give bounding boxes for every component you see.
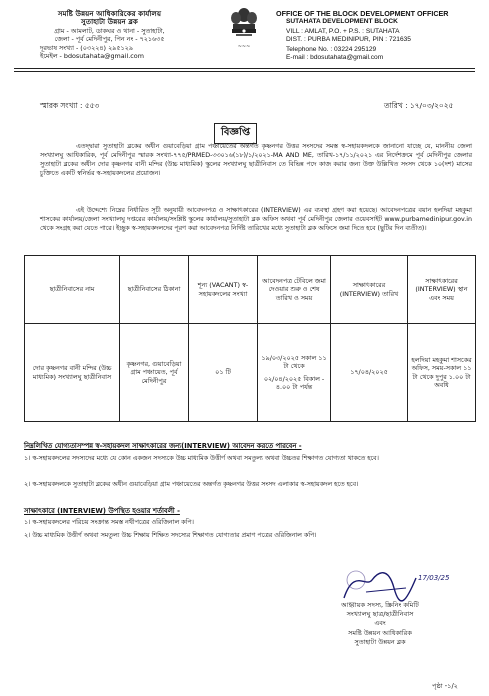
district-english: DIST. : PURBA MEDINIPUR, PIN : 721635 <box>286 36 411 44</box>
national-emblem-icon <box>224 4 264 58</box>
documents-item-2: ২। উচ্চ মাধ্যমিক উত্তীর্ণ অথবা সমতুল্য উচ্চ শিক্ষায় শিক্ষিত সদস্যের শিক্ষাগত যোগ্যতার প্রমাণ পত্রের ওরিজিনাল কপি। <box>24 532 317 539</box>
eligibility-item-2: ২। স্ব-সহায়কদলকে সুতাহাটা ব্লকের অধীন গুয়াবেড়িয়া গ্রাম পঞ্চায়েতের অন্তর্গত কৃষ্ণনগর উত্তর সংসদ এলাকার স্ব-সহায়কদল হতে হবে। <box>24 481 359 488</box>
header-submission-dates: আবেদনপত্র টেবিলে জমা দেওয়ার শুরু ও শেষ তারিখ ও সময় <box>258 256 331 324</box>
office-name-bengali: সমষ্টি উন্নয়ন আধিকারিকের কার্যালয় <box>57 9 162 18</box>
block-name-english: SUTAHATA DEVELOPMENT BLOCK <box>286 18 398 26</box>
signature-line-5: সুতাহাটা উন্নয়ন ব্লক <box>354 637 406 646</box>
signature-line-2: সংখ্যালঘু ছাত্র/ছাত্রীনিবাস <box>346 610 414 619</box>
documents-item-1: ১। স্ব-সহায়কদলের পরিচয় সংক্রান্ত সমস্ত নথীপত্রের ওরিজিনাল কপি। <box>24 519 194 526</box>
district-bengali: জেলা - পূর্ব মেদিনীপুর, পিন নং - ৭২১৬৩৫ <box>54 35 165 44</box>
phone-bengali: দূরভাষ সংখ্যা - (০৩২২৪) ২৯৫১২৯ <box>40 43 133 52</box>
cell-hostel-address: কৃষ্ণনগর, গুয়াবেড়িয়া গ্রাম পঞ্চায়েত, পূর্ব মেদিনীপুর <box>120 324 189 422</box>
header-bengali <box>22 10 197 60</box>
email-bengali: ইমেইল - bdosutahata@gmail.com <box>40 52 144 61</box>
email-english: E-mail : bdosutahata@gmail.com <box>286 54 384 62</box>
eligibility-item-1: ১। স্ব-সহায়কদলের সদস্যদের মধ্যে যে কোন একজন সদস্যকে উচ্চ মাধ্যমিক উত্তীর্ণ অথবা সমতুল্য অথবা উচ্চতর শিক্ষাগত যোগ্যতা থাকতে হবে। <box>24 455 379 462</box>
header-interview-place: সাক্ষাৎকারের (INTERVIEW) স্থান এবং সময় <box>408 256 476 324</box>
table-row <box>25 324 476 422</box>
header-hostel-name: ছাত্রীনিবাসের নাম <box>25 256 120 324</box>
cell-submission-dates <box>258 324 331 422</box>
header-hostel-address: ছাত্রীনিবাসের ঠিকানা <box>120 256 189 324</box>
village-english: VILL : AMLAT, P.O. + P.S. : SUTAHATA <box>286 27 400 35</box>
svg-text:~~~: ~~~ <box>237 44 251 50</box>
cell-interview-date: ১৭/০৪/২০২৫ <box>331 324 408 422</box>
page-title: বিজ্ঞপ্তি <box>214 123 257 144</box>
cell-vacant: ০১ টি <box>189 324 258 422</box>
notice-paragraph-1: এতদ্দ্বারা সুতাহাটা ব্লকের অধীন গুয়াবেড়িয়া গ্রাম পঞ্চায়েতের অন্তর্গত কৃষ্ণনগর উত্তর সংসদের সমস্ত স্ব-সহায়কদলকে জানানো যাচ্ছে যে, মাননীয় জেলা সংখ্যালঘু আধিকারিক, পূর্ব মেদিনীপুর স্মারক সংখ্যা-৭৭৫/PRMED-৩৩০১৬(১৮)/১/২০২১-MA AND ME, তারিখ-১৭/১১/২০২১ এর নির্দেশক্রমে পূর্ব মেদিনীপুর জেলার সুতাহাটা ব্লকের অধীন দোর কৃষ্ণনগর বানী মন্দির (উচ্চ মাধ্যমিক) স্কুলের সংখ্যালঘু ছাত্রীনিবাস তে বিভিন্ন পদে কাজ করার জন্য উক্ত উল্লিখিত সংসদ থেকে ১০(দশ) মাসের চুক্তিতে একটি স্বনির্ভর স্ব-সহায়কদলের প্রয়োজন। <box>40 143 472 178</box>
schedule-table <box>24 255 476 422</box>
office-name-english: OFFICE OF THE BLOCK DEVELOPMENT OFFICER <box>276 9 449 18</box>
header-english <box>276 10 476 62</box>
submission-start: ১৯/০৩/২০২৫ সকাল ১১ টা থেকে <box>261 353 327 370</box>
header-divider <box>14 68 475 69</box>
header-divider-thin <box>14 71 475 72</box>
cell-interview-place: হলদিয়া মহকুমা শাসকের অফিস, সময়-সকাল ১১ টা থেকে দুপুর ১.০০ টা অবধি <box>408 324 476 422</box>
signature-line-3: এবং <box>374 619 386 628</box>
signature-line-4: সমষ্টি উন্নয়ন আধিকারিক <box>348 628 412 637</box>
phone-english: Telephone No. : 03224 295129 <box>286 45 377 53</box>
signature-block <box>300 601 460 647</box>
signature-date: 17/03/25 <box>418 574 450 582</box>
documents-heading: সাক্ষাৎকারে (INTERVIEW) উপস্থিত হওয়ার শর্তাবলী - <box>24 507 180 515</box>
address-bengali: গ্রাম - আমলাট, ডাকঘর ও থানা - সুতাহাটা, <box>54 26 165 35</box>
signature-line-1: আহ্বায়ক সদস্য, স্ক্রিনিং কমিটি <box>341 601 419 609</box>
header-vacant: শূন্য (VACANT) স্ব-সহায়কদলের সংখ্যা <box>189 256 258 324</box>
submission-end: ০২/০৪/২০২৫ বিকাল - ৪.০০ টা পর্যন্ত <box>263 374 325 391</box>
notice-paragraph-2: এই উদ্দেশ্যে নিম্নের নির্ধারিত সূচী অনুযায়ী আবেদনপত্র ও সাক্ষাৎকারের (INTERVIEW) এর ব্যবস্থা গ্রহণ করা হয়েছে। আবেদনপত্রের বয়ান হলদিয়া মহকুমা শাসকের কার্যালয়/জেলা সংখ্যালঘু দপ্তরের কার্যালয়/সংশ্লিষ্ট স্কুলের কার্যালয়/সুতাহাটা ব্লক অফিস অথবা পূর্ব মেদিনীপুর জেলার ওয়েবসাইট www.purbamedinipur.gov.in থেকে সংগ্রহ করা যেতে পারে। ইচ্ছুক স্ব-সহায়কদলদের পূরণ করা আবেদনপত্র নির্দিষ্ট তারিখের মধ্যে সুতাহাটা ব্লক অফিসে জমা দিতে হবে (ছুটির দিন ব্যতীত)। <box>40 207 472 233</box>
memo-number: স্মারক সংখ্যা : ৫৫৩ <box>40 101 100 110</box>
cell-hostel-name: দোর কৃষ্ণনগর বানী মন্দির (উচ্চ মাধ্যমিক) সংখ্যালঘু ছাত্রীনিবাস <box>25 324 120 422</box>
table-header-row <box>25 256 476 324</box>
block-name-bengali: সুতাহাটা উন্নয়ন ব্লক <box>81 17 138 27</box>
eligibility-heading: নিম্নলিখিত যোগ্যতাসম্পন্ন স্ব-সহায়কদল সাক্ষাৎকারের জন্য(INTERVIEW) আবেদন করতে পারবেন - <box>24 442 302 450</box>
header-interview-date: সাক্ষাৎকারের (INTERVIEW) তারিখ <box>331 256 408 324</box>
page-number: পৃষ্ঠা -১/২ <box>432 682 458 690</box>
memo-date: তারিখ : ১৭/০৩/২০২৫ <box>384 101 454 110</box>
